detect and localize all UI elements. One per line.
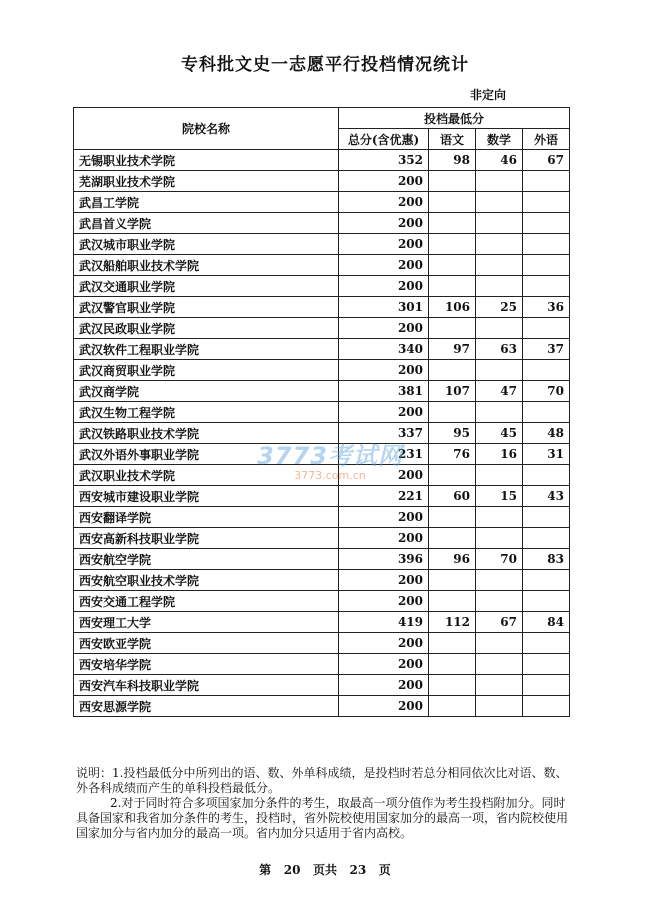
cell-chinese <box>429 402 476 423</box>
cell-total: 200 <box>339 696 429 717</box>
cell-english: 43 <box>523 486 570 507</box>
notes <box>76 766 576 841</box>
cell-total: 200 <box>339 234 429 255</box>
table-row <box>74 297 570 318</box>
cell-math <box>476 696 523 717</box>
note-2: 2.对于同时符合多项国家加分条件的考生，取最高一项分值作为考生投档附加分。同时具备国家和我省加分条件的考生，投档时，省外院校使用国家加分的最高一项，省内院校使用国家加分与省内加分的最高一项。省内加分只适用于省内高校。 <box>76 796 569 840</box>
header-total: 总分(含优惠) <box>339 129 429 150</box>
table-row <box>74 255 570 276</box>
cell-math <box>476 654 523 675</box>
cell-chinese: 107 <box>429 381 476 402</box>
cell-english <box>523 402 570 423</box>
cell-school-name: 西安欧亚学院 <box>74 633 339 654</box>
cell-total: 200 <box>339 192 429 213</box>
cell-english: 84 <box>523 612 570 633</box>
cell-math <box>476 591 523 612</box>
cell-school-name: 武汉民政职业学院 <box>74 318 339 339</box>
cell-total: 200 <box>339 528 429 549</box>
cell-math: 25 <box>476 297 523 318</box>
cell-chinese <box>429 633 476 654</box>
cell-chinese <box>429 318 476 339</box>
cell-total: 200 <box>339 402 429 423</box>
table-row <box>74 360 570 381</box>
cell-total: 301 <box>339 297 429 318</box>
table-row <box>74 507 570 528</box>
cell-math <box>476 507 523 528</box>
cell-english: 37 <box>523 339 570 360</box>
cell-english <box>523 234 570 255</box>
cell-total: 200 <box>339 591 429 612</box>
cell-english <box>523 675 570 696</box>
table-row <box>74 675 570 696</box>
cell-school-name: 西安汽车科技职业学院 <box>74 675 339 696</box>
table-row <box>74 381 570 402</box>
cell-chinese: 98 <box>429 150 476 171</box>
header-chinese: 语文 <box>429 129 476 150</box>
cell-school-name: 西安培华学院 <box>74 654 339 675</box>
cell-total: 200 <box>339 255 429 276</box>
cell-chinese <box>429 570 476 591</box>
cell-chinese: 95 <box>429 423 476 444</box>
cell-total: 200 <box>339 360 429 381</box>
cell-school-name: 西安城市建设职业学院 <box>74 486 339 507</box>
cell-english <box>523 591 570 612</box>
cell-total: 352 <box>339 150 429 171</box>
cell-math <box>476 360 523 381</box>
cell-english <box>523 213 570 234</box>
table-row <box>74 276 570 297</box>
cell-math <box>476 192 523 213</box>
watermark-brand: 3773考试网 <box>257 442 403 470</box>
table-row <box>74 528 570 549</box>
cell-math: 45 <box>476 423 523 444</box>
cell-english <box>523 570 570 591</box>
cell-total: 200 <box>339 276 429 297</box>
cell-chinese <box>429 192 476 213</box>
cell-math: 15 <box>476 486 523 507</box>
cell-school-name: 武汉船舶职业技术学院 <box>74 255 339 276</box>
table-row <box>74 192 570 213</box>
cell-school-name: 西安航空学院 <box>74 549 339 570</box>
footer-page-label: 第 <box>259 863 272 877</box>
cell-school-name: 武汉外语外事职业学院 <box>74 444 339 465</box>
table-row <box>74 171 570 192</box>
note-1: 说明：1.投档最低分中所列出的语、数、外单科成绩，是投档时若总分相同依次比对语、数、外各科成绩而产生的单科投档最低分。 <box>76 766 568 795</box>
cell-school-name: 西安交通工程学院 <box>74 591 339 612</box>
cell-english: 48 <box>523 423 570 444</box>
cell-english <box>523 171 570 192</box>
cell-english <box>523 654 570 675</box>
cell-school-name: 武昌工学院 <box>74 192 339 213</box>
cell-total: 231 <box>339 444 429 465</box>
cell-school-name: 武汉职业技术学院 <box>74 465 339 486</box>
cell-total: 340 <box>339 339 429 360</box>
cell-chinese: 60 <box>429 486 476 507</box>
header-min-score-group: 投档最低分 <box>339 108 570 129</box>
table-header-row <box>74 108 570 129</box>
subtitle-non-directed: 非定向 <box>470 88 507 102</box>
table-row <box>74 549 570 570</box>
cell-math <box>476 570 523 591</box>
cell-math <box>476 255 523 276</box>
table-row <box>74 696 570 717</box>
cell-math: 67 <box>476 612 523 633</box>
cell-chinese <box>429 171 476 192</box>
cell-total: 200 <box>339 465 429 486</box>
cell-total: 200 <box>339 318 429 339</box>
header-school-name: 院校名称 <box>74 108 339 150</box>
cell-chinese <box>429 465 476 486</box>
cell-chinese <box>429 528 476 549</box>
cell-english <box>523 318 570 339</box>
cell-school-name: 西安思源学院 <box>74 696 339 717</box>
cell-math <box>476 675 523 696</box>
table-row <box>74 486 570 507</box>
cell-school-name: 武汉铁路职业技术学院 <box>74 423 339 444</box>
cell-english <box>523 465 570 486</box>
cell-school-name: 武昌首义学院 <box>74 213 339 234</box>
cell-english <box>523 276 570 297</box>
cell-chinese <box>429 360 476 381</box>
cell-total: 200 <box>339 213 429 234</box>
cell-total: 396 <box>339 549 429 570</box>
cell-school-name: 武汉城市职业学院 <box>74 234 339 255</box>
cell-english: 36 <box>523 297 570 318</box>
cell-math <box>476 318 523 339</box>
cell-school-name: 武汉交通职业学院 <box>74 276 339 297</box>
table-row <box>74 234 570 255</box>
cell-total: 200 <box>339 675 429 696</box>
table-row <box>74 150 570 171</box>
cell-math <box>476 528 523 549</box>
cell-chinese <box>429 507 476 528</box>
cell-chinese <box>429 276 476 297</box>
cell-school-name: 武汉警官职业学院 <box>74 297 339 318</box>
table-row <box>74 339 570 360</box>
cell-chinese <box>429 654 476 675</box>
table-row <box>74 213 570 234</box>
cell-school-name: 武汉商学院 <box>74 381 339 402</box>
cell-math: 46 <box>476 150 523 171</box>
score-table <box>73 107 570 717</box>
cell-english: 31 <box>523 444 570 465</box>
table-row <box>74 654 570 675</box>
cell-school-name: 西安高新科技职业学院 <box>74 528 339 549</box>
cell-english <box>523 696 570 717</box>
footer-page-total: 23 <box>349 863 367 877</box>
footer-page-end: 页 <box>378 863 391 877</box>
page-footer <box>0 861 650 878</box>
cell-math: 16 <box>476 444 523 465</box>
cell-chinese: 97 <box>429 339 476 360</box>
cell-math: 70 <box>476 549 523 570</box>
cell-school-name: 武汉软件工程职业学院 <box>74 339 339 360</box>
cell-total: 381 <box>339 381 429 402</box>
cell-chinese <box>429 675 476 696</box>
cell-english <box>523 192 570 213</box>
cell-chinese: 96 <box>429 549 476 570</box>
cell-english: 70 <box>523 381 570 402</box>
cell-math: 47 <box>476 381 523 402</box>
table-row <box>74 633 570 654</box>
cell-total: 221 <box>339 486 429 507</box>
table-row <box>74 318 570 339</box>
table-row <box>74 423 570 444</box>
header-math: 数学 <box>476 129 523 150</box>
cell-chinese: 106 <box>429 297 476 318</box>
cell-chinese <box>429 591 476 612</box>
cell-school-name: 武汉商贸职业学院 <box>74 360 339 381</box>
cell-school-name: 西安理工大学 <box>74 612 339 633</box>
cell-total: 200 <box>339 570 429 591</box>
header-english: 外语 <box>523 129 570 150</box>
table-row <box>74 612 570 633</box>
cell-total: 419 <box>339 612 429 633</box>
cell-total: 337 <box>339 423 429 444</box>
cell-math: 63 <box>476 339 523 360</box>
cell-math <box>476 633 523 654</box>
footer-page-mid: 页共 <box>312 863 337 877</box>
cell-math <box>476 234 523 255</box>
cell-english: 83 <box>523 549 570 570</box>
cell-chinese <box>429 234 476 255</box>
table-row <box>74 591 570 612</box>
cell-chinese <box>429 696 476 717</box>
table-row <box>74 465 570 486</box>
cell-english <box>523 507 570 528</box>
cell-math <box>476 171 523 192</box>
cell-total: 200 <box>339 654 429 675</box>
cell-math <box>476 402 523 423</box>
cell-school-name: 武汉生物工程学院 <box>74 402 339 423</box>
cell-english <box>523 360 570 381</box>
watermark-url: 3773.com.cn <box>294 469 366 482</box>
cell-total: 200 <box>339 507 429 528</box>
footer-page-current: 20 <box>283 863 301 877</box>
cell-chinese <box>429 255 476 276</box>
table-row <box>74 444 570 465</box>
cell-chinese: 76 <box>429 444 476 465</box>
cell-english <box>523 528 570 549</box>
cell-total: 200 <box>339 171 429 192</box>
cell-chinese <box>429 213 476 234</box>
cell-english: 67 <box>523 150 570 171</box>
page-title: 专科批文史一志愿平行投档情况统计 <box>181 55 469 75</box>
table-row <box>74 570 570 591</box>
cell-english <box>523 633 570 654</box>
cell-chinese: 112 <box>429 612 476 633</box>
cell-school-name: 芜湖职业技术学院 <box>74 171 339 192</box>
table-row <box>74 402 570 423</box>
cell-math <box>476 276 523 297</box>
cell-english <box>523 255 570 276</box>
cell-school-name: 无锡职业技术学院 <box>74 150 339 171</box>
cell-math <box>476 465 523 486</box>
cell-total: 200 <box>339 633 429 654</box>
cell-school-name: 西安翻译学院 <box>74 507 339 528</box>
cell-school-name: 西安航空职业技术学院 <box>74 570 339 591</box>
cell-math <box>476 213 523 234</box>
